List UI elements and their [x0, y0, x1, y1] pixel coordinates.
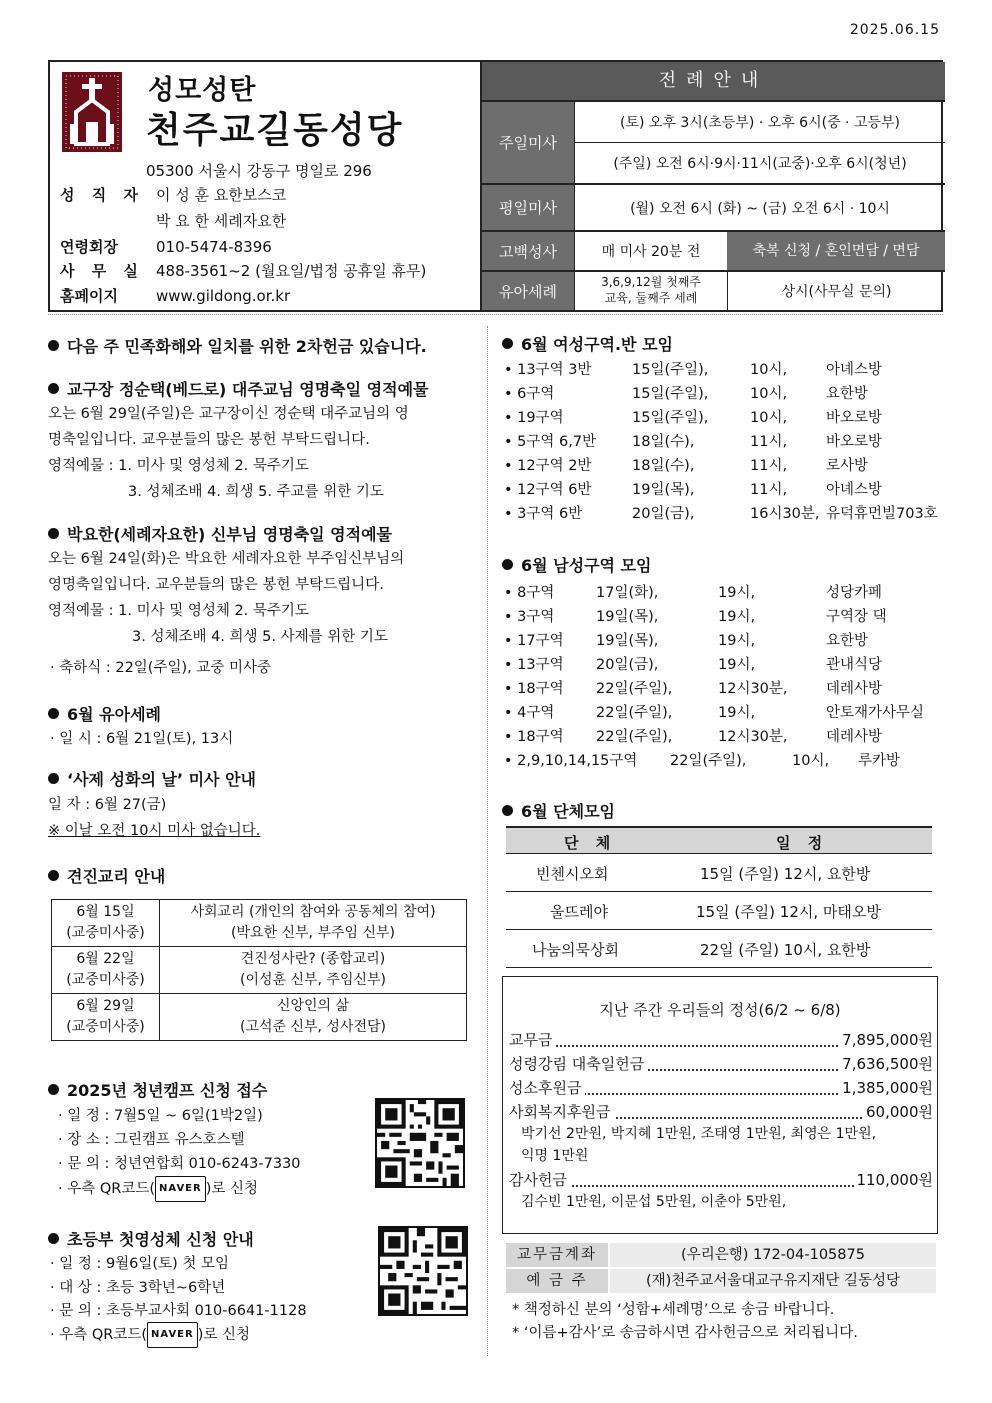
clergy-row — [60, 184, 286, 205]
women-place: 요한방 — [826, 386, 869, 402]
women-time: 11시, — [750, 434, 788, 450]
women-area: • 3구역 6반 — [504, 506, 583, 522]
priest-sanctification-title: ‘사제 성화의 날’ 미사 안내 — [48, 767, 256, 790]
table-row — [506, 854, 932, 892]
confirmation-title: 견진교리 안내 — [48, 864, 165, 887]
council-row — [60, 236, 272, 257]
women-row — [504, 406, 934, 428]
women-place: 바오로방 — [826, 434, 883, 450]
blessing-request: 축복 신청 / 혼인면담 / 면담 — [727, 232, 945, 270]
women-place: 아녜스방 — [826, 482, 883, 498]
youth-camp-place: · 장 소 : 그린캠프 유스호스텔 — [58, 1132, 245, 1148]
men-time: 12시30분, — [718, 681, 788, 697]
group-header-name: 단 체 — [564, 834, 617, 852]
parish-info — [50, 62, 480, 310]
women-place: 유덕휴먼빌703호 — [826, 506, 938, 522]
women-place: 바오로방 — [826, 410, 883, 426]
offering-row: 감사헌금 110,000원 — [509, 1171, 933, 1189]
first-communion-title: 초등부 첫영성체 신청 안내 — [48, 1227, 254, 1250]
archbishop-feast-text-2: 명축일입니다. 교우분들의 많은 봉헌 부탁드립니다. — [48, 432, 370, 448]
men-time: 10시, — [792, 753, 830, 769]
holder-row — [506, 1269, 936, 1293]
women-row — [504, 358, 934, 380]
infant-baptism-schedule — [574, 272, 727, 310]
table-row — [506, 892, 932, 930]
weekday-mass-times: (월) 오전 6시 (화) ~ (금) 오전 6시 · 10시 — [574, 185, 945, 230]
offering-summary — [502, 976, 938, 1234]
infant-baptism-row — [482, 270, 945, 310]
group-schedule: 15일 (주일) 12시, 마태오방 — [696, 903, 881, 921]
offering-row: 교무금 7,895,000원 — [509, 1031, 933, 1049]
priest-feast-celebration: · 축하식 : 22일(주일), 교중 미사중 — [50, 660, 271, 676]
men-row — [504, 605, 934, 627]
table-row — [52, 900, 467, 947]
section-divider — [48, 314, 943, 315]
account-row — [506, 1243, 936, 1267]
women-row — [504, 478, 934, 500]
homepage-row — [60, 285, 290, 306]
men-date: 19일(목), — [596, 633, 659, 649]
women-date: 15일(주일), — [632, 386, 709, 402]
men-place: 루카방 — [858, 753, 901, 769]
thanks-donors: 김수빈 1만원, 이문섭 5만원, 이춘아 5만원, — [521, 1194, 787, 1210]
clergy-name-2: 박 요 한 세례자요한 — [156, 212, 287, 230]
men-place: 데레사방 — [826, 729, 883, 745]
first-communion-contact: · 문 의 : 초등부교사회 010-6641-1128 — [50, 1303, 307, 1319]
infant-baptism-title: 6월 유아세례 — [48, 702, 161, 725]
offering-title: 지난 주간 우리들의 정성(6/2 ~ 6/8) — [599, 1001, 841, 1019]
clergy-label: 성 직 자 — [60, 186, 144, 204]
women-area: • 6구역 — [504, 386, 555, 402]
homepage-label: 홈페이지 — [60, 287, 118, 305]
confirmation-topic-cell: 견진성사란? (종합교리) (이성훈 신부, 주임신부) — [160, 947, 467, 994]
men-date: 22일(주일), — [596, 705, 673, 721]
archbishop-feast-text-1: 오는 6월 29일(주일)은 교구장이신 정순택 대주교님의 영 — [48, 406, 409, 422]
parish-address: 05300 서울시 강동구 명일로 296 — [146, 162, 372, 180]
youth-camp-title: 2025년 청년캠프 신청 접수 — [48, 1078, 267, 1101]
sunday-mass-label: 주일미사 — [482, 102, 574, 183]
table-row — [52, 947, 467, 994]
women-row — [504, 382, 934, 404]
men-place: 데레사방 — [826, 681, 883, 697]
homepage-link[interactable]: www.gildong.or.kr — [156, 287, 291, 305]
men-time: 19시, — [718, 609, 756, 625]
infant-baptism-date: · 일 시 : 6월 21일(토), 13시 — [50, 731, 234, 747]
men-row — [504, 725, 934, 747]
archbishop-feast-offerings-2: 3. 성체조배 4. 희생 5. 주교를 위한 기도 — [128, 484, 384, 500]
men-area: • 8구역 — [504, 585, 555, 601]
confession-time: 매 미사 20분 전 — [574, 232, 727, 270]
account-note-1: * 책정하신 분의 ‘성함+세례명’으로 송금 바랍니다. — [512, 1302, 835, 1318]
women-area: • 12구역 6반 — [504, 482, 592, 498]
holder-name: (재)천주교서울대교구유지재단 길동성당 — [610, 1269, 936, 1293]
men-area: • 18구역 — [504, 729, 564, 745]
men-area: • 17구역 — [504, 633, 564, 649]
group-schedule: 22일 (주일) 10시, 요한방 — [700, 941, 871, 959]
men-date: 22일(주일), — [596, 681, 673, 697]
first-communion-target: · 대 상 : 초등 3학년~6학년 — [50, 1280, 226, 1296]
group-meeting-title: 6월 단체모임 — [502, 799, 615, 822]
group-header-schedule: 일 정 — [776, 834, 829, 852]
women-date: 19일(목), — [632, 482, 695, 498]
offering-row: 사회복지후원금 60,000원 — [509, 1103, 933, 1121]
account-note-2: * ‘이름+감사’로 송금하시면 감사헌금으로 처리됩니다. — [512, 1325, 858, 1341]
sunday-mass-sunday: (주일) 오전 6시·9시·11시(교중)·오후 6시(청년) — [574, 142, 945, 183]
women-area: • 19구역 — [504, 410, 564, 426]
council-phone: 010-5474-8396 — [156, 238, 272, 256]
confirmation-date-cell: 6월 22일 (교중미사중) — [52, 947, 160, 994]
men-date: 17일(화), — [596, 585, 659, 601]
men-place: 구역장 댁 — [826, 609, 887, 625]
notice-second-collection: 다음 주 민족화해와 일치를 위한 2차헌금 있습니다. — [48, 334, 427, 357]
men-row — [504, 677, 934, 699]
men-area: • 4구역 — [504, 705, 555, 721]
women-meeting-title: 6월 여성구역.반 모임 — [502, 332, 673, 355]
offering-row: 성령강림 대축일헌금 7,636,500원 — [509, 1055, 933, 1073]
priest-feast-title: 박요한(세례자요한) 신부님 영명축일 영적예물 — [48, 522, 392, 545]
holder-label: 예 금 주 — [506, 1269, 608, 1293]
sunday-mass-saturday: (토) 오후 3시(초등부) · 오후 6시(중 · 고등부) — [574, 102, 945, 142]
group-name: 빈첸시오회 — [536, 865, 609, 883]
weekday-mass-label: 평일미사 — [482, 185, 574, 230]
men-meeting-title: 6월 남성구역 모임 — [502, 553, 651, 576]
infant-baptism-line-1: 3,6,9,12월 첫째주 — [601, 275, 701, 290]
men-time: 12시30분, — [718, 729, 788, 745]
schedule-title: 전례안내 — [482, 62, 945, 100]
welfare-donors-2: 익명 1만원 — [521, 1148, 589, 1164]
men-area: • 13구역 — [504, 657, 564, 673]
table-row — [52, 994, 467, 1041]
group-name: 울뜨레야 — [550, 903, 608, 921]
men-place: 성당카페 — [826, 585, 883, 601]
confirmation-table — [51, 899, 467, 1041]
men-row — [504, 629, 934, 651]
men-place: 관내식당 — [826, 657, 883, 673]
confirmation-date-cell: 6월 15일 (교중미사중) — [52, 900, 160, 947]
welfare-donors-1: 박기선 2만원, 박지혜 1만원, 조태영 1만원, 최영은 1만원, — [521, 1126, 877, 1142]
archbishop-feast-title: 교구장 정순택(베드로) 대주교님 영명축일 영적예물 — [48, 377, 428, 400]
men-time: 19시, — [718, 585, 756, 601]
women-time: 10시, — [750, 410, 788, 426]
liturgy-schedule — [480, 62, 943, 310]
qr-code-icon[interactable] — [375, 1098, 465, 1188]
women-date: 18일(수), — [632, 434, 695, 450]
women-row — [504, 430, 934, 452]
women-time: 10시, — [750, 386, 788, 402]
brand-title: 천주교길동성당 — [146, 110, 404, 151]
women-time: 10시, — [750, 362, 788, 378]
women-place: 아녜스방 — [826, 362, 883, 378]
group-name: 나눔의묵상회 — [532, 941, 619, 959]
first-communion-schedule: · 일 정 : 9월6일(토) 첫 모임 — [50, 1256, 229, 1272]
qr-code-icon — [380, 1228, 466, 1314]
women-area: • 12구역 2반 — [504, 458, 592, 474]
bulletin-header — [48, 60, 943, 312]
column-divider — [487, 326, 488, 1356]
youth-camp-schedule: · 일 정 : 7월5일 ~ 6일(1박2일) — [58, 1108, 263, 1124]
confirmation-topic-cell: 사회교리 (개인의 참여와 공동체의 참여) (박요한 신부, 부주임 신부) — [160, 900, 467, 947]
men-place: 안토재가사무실 — [826, 705, 925, 721]
youth-camp-apply: · 우측 QR코드( NAVER )로 신청 — [58, 1176, 258, 1202]
naver-logo: NAVER — [155, 1176, 206, 1202]
brand-subtitle: 성모성탄 — [148, 75, 257, 106]
clergy-name-1: 이 성 훈 요한보스코 — [156, 186, 287, 204]
women-date: 15일(주일), — [632, 410, 709, 426]
women-date: 20일(금), — [632, 506, 695, 522]
women-time: 16시30분, — [750, 506, 820, 522]
women-date: 15일(주일), — [632, 362, 709, 378]
men-date: 22일(주일), — [596, 729, 673, 745]
men-row — [504, 653, 934, 675]
office-row — [60, 260, 426, 281]
women-area: • 5구역 6,7반 — [504, 434, 597, 450]
qr-code-icon — [377, 1100, 463, 1186]
women-row — [504, 502, 938, 524]
confirmation-date-cell: 6월 29일 (교중미사중) — [52, 994, 160, 1041]
youth-camp-contact: · 문 의 : 청년연합회 010-6243-7330 — [58, 1156, 301, 1172]
men-time: 19시, — [718, 657, 756, 673]
confession-row — [482, 230, 945, 270]
men-area: • 18구역 — [504, 681, 564, 697]
infant-baptism-label: 유아세례 — [482, 272, 574, 310]
women-place: 로사방 — [826, 458, 869, 474]
naver-logo: NAVER — [147, 1322, 198, 1348]
office-label: 사 무 실 — [60, 262, 144, 280]
men-date: 19일(목), — [596, 609, 659, 625]
priest-sanctification-note: ※ 이날 오전 10시 미사 없습니다. — [48, 823, 261, 839]
group-schedule: 15일 (주일) 12시, 요한방 — [700, 865, 871, 883]
offering-row: 성소후원금 1,385,000원 — [509, 1079, 933, 1097]
men-date: 20일(금), — [596, 657, 659, 673]
bulletin-date: 2025.06.15 — [849, 22, 940, 38]
priest-feast-offerings-2: 3. 성체조배 4. 희생 5. 사제를 위한 기도 — [132, 629, 388, 645]
table-row — [506, 930, 932, 968]
always-available: 상시(사무실 문의) — [727, 272, 945, 310]
priest-feast-text-2: 영명축일입니다. 교우분들의 많은 봉헌 부탁드립니다. — [48, 577, 384, 593]
confirmation-topic-cell: 신앙인의 삶 (고석준 신부, 성사전담) — [160, 994, 467, 1041]
men-time: 19시, — [718, 633, 756, 649]
women-time: 11시, — [750, 458, 788, 474]
account-number: (우리은행) 172-04-105875 — [610, 1243, 936, 1267]
men-area: • 2,9,10,14,15구역 — [504, 753, 638, 769]
men-area: • 3구역 — [504, 609, 555, 625]
women-row — [504, 454, 934, 476]
men-row — [504, 701, 934, 723]
priest-feast-text-1: 오는 6월 24일(화)은 박요한 세례자요한 부주임신부님의 — [48, 551, 405, 567]
men-row — [504, 581, 934, 603]
priest-sanctification-date: 일 자 : 6월 27(금) — [48, 797, 167, 813]
archbishop-feast-offerings-1: 영적예물 : 1. 미사 및 영성체 2. 묵주기도 — [48, 458, 309, 474]
priest-feast-offerings-1: 영적예물 : 1. 미사 및 영성체 2. 묵주기도 — [48, 603, 309, 619]
group-table-header — [506, 826, 932, 854]
weekday-mass-row — [482, 183, 945, 230]
office-phone: 488-3561~2 (월요일/법정 공휴일 휴무) — [156, 262, 427, 280]
men-time: 19시, — [718, 705, 756, 721]
women-time: 11시, — [750, 482, 788, 498]
men-date: 22일(주일), — [670, 753, 747, 769]
account-label: 교무금계좌 — [506, 1243, 608, 1267]
sunday-mass-row — [482, 100, 945, 183]
qr-code-icon[interactable] — [378, 1226, 468, 1316]
infant-baptism-line-2: 교육, 둘째주 세례 — [604, 291, 698, 305]
women-date: 18일(수), — [632, 458, 695, 474]
council-label: 연령회장 — [60, 238, 118, 256]
men-place: 요한방 — [826, 633, 869, 649]
men-row — [504, 749, 934, 771]
confession-label: 고백성사 — [482, 232, 574, 270]
church-logo-icon — [62, 72, 122, 152]
first-communion-apply: · 우측 QR코드( NAVER )로 신청 — [50, 1322, 250, 1348]
women-area: • 13구역 3반 — [504, 362, 592, 378]
